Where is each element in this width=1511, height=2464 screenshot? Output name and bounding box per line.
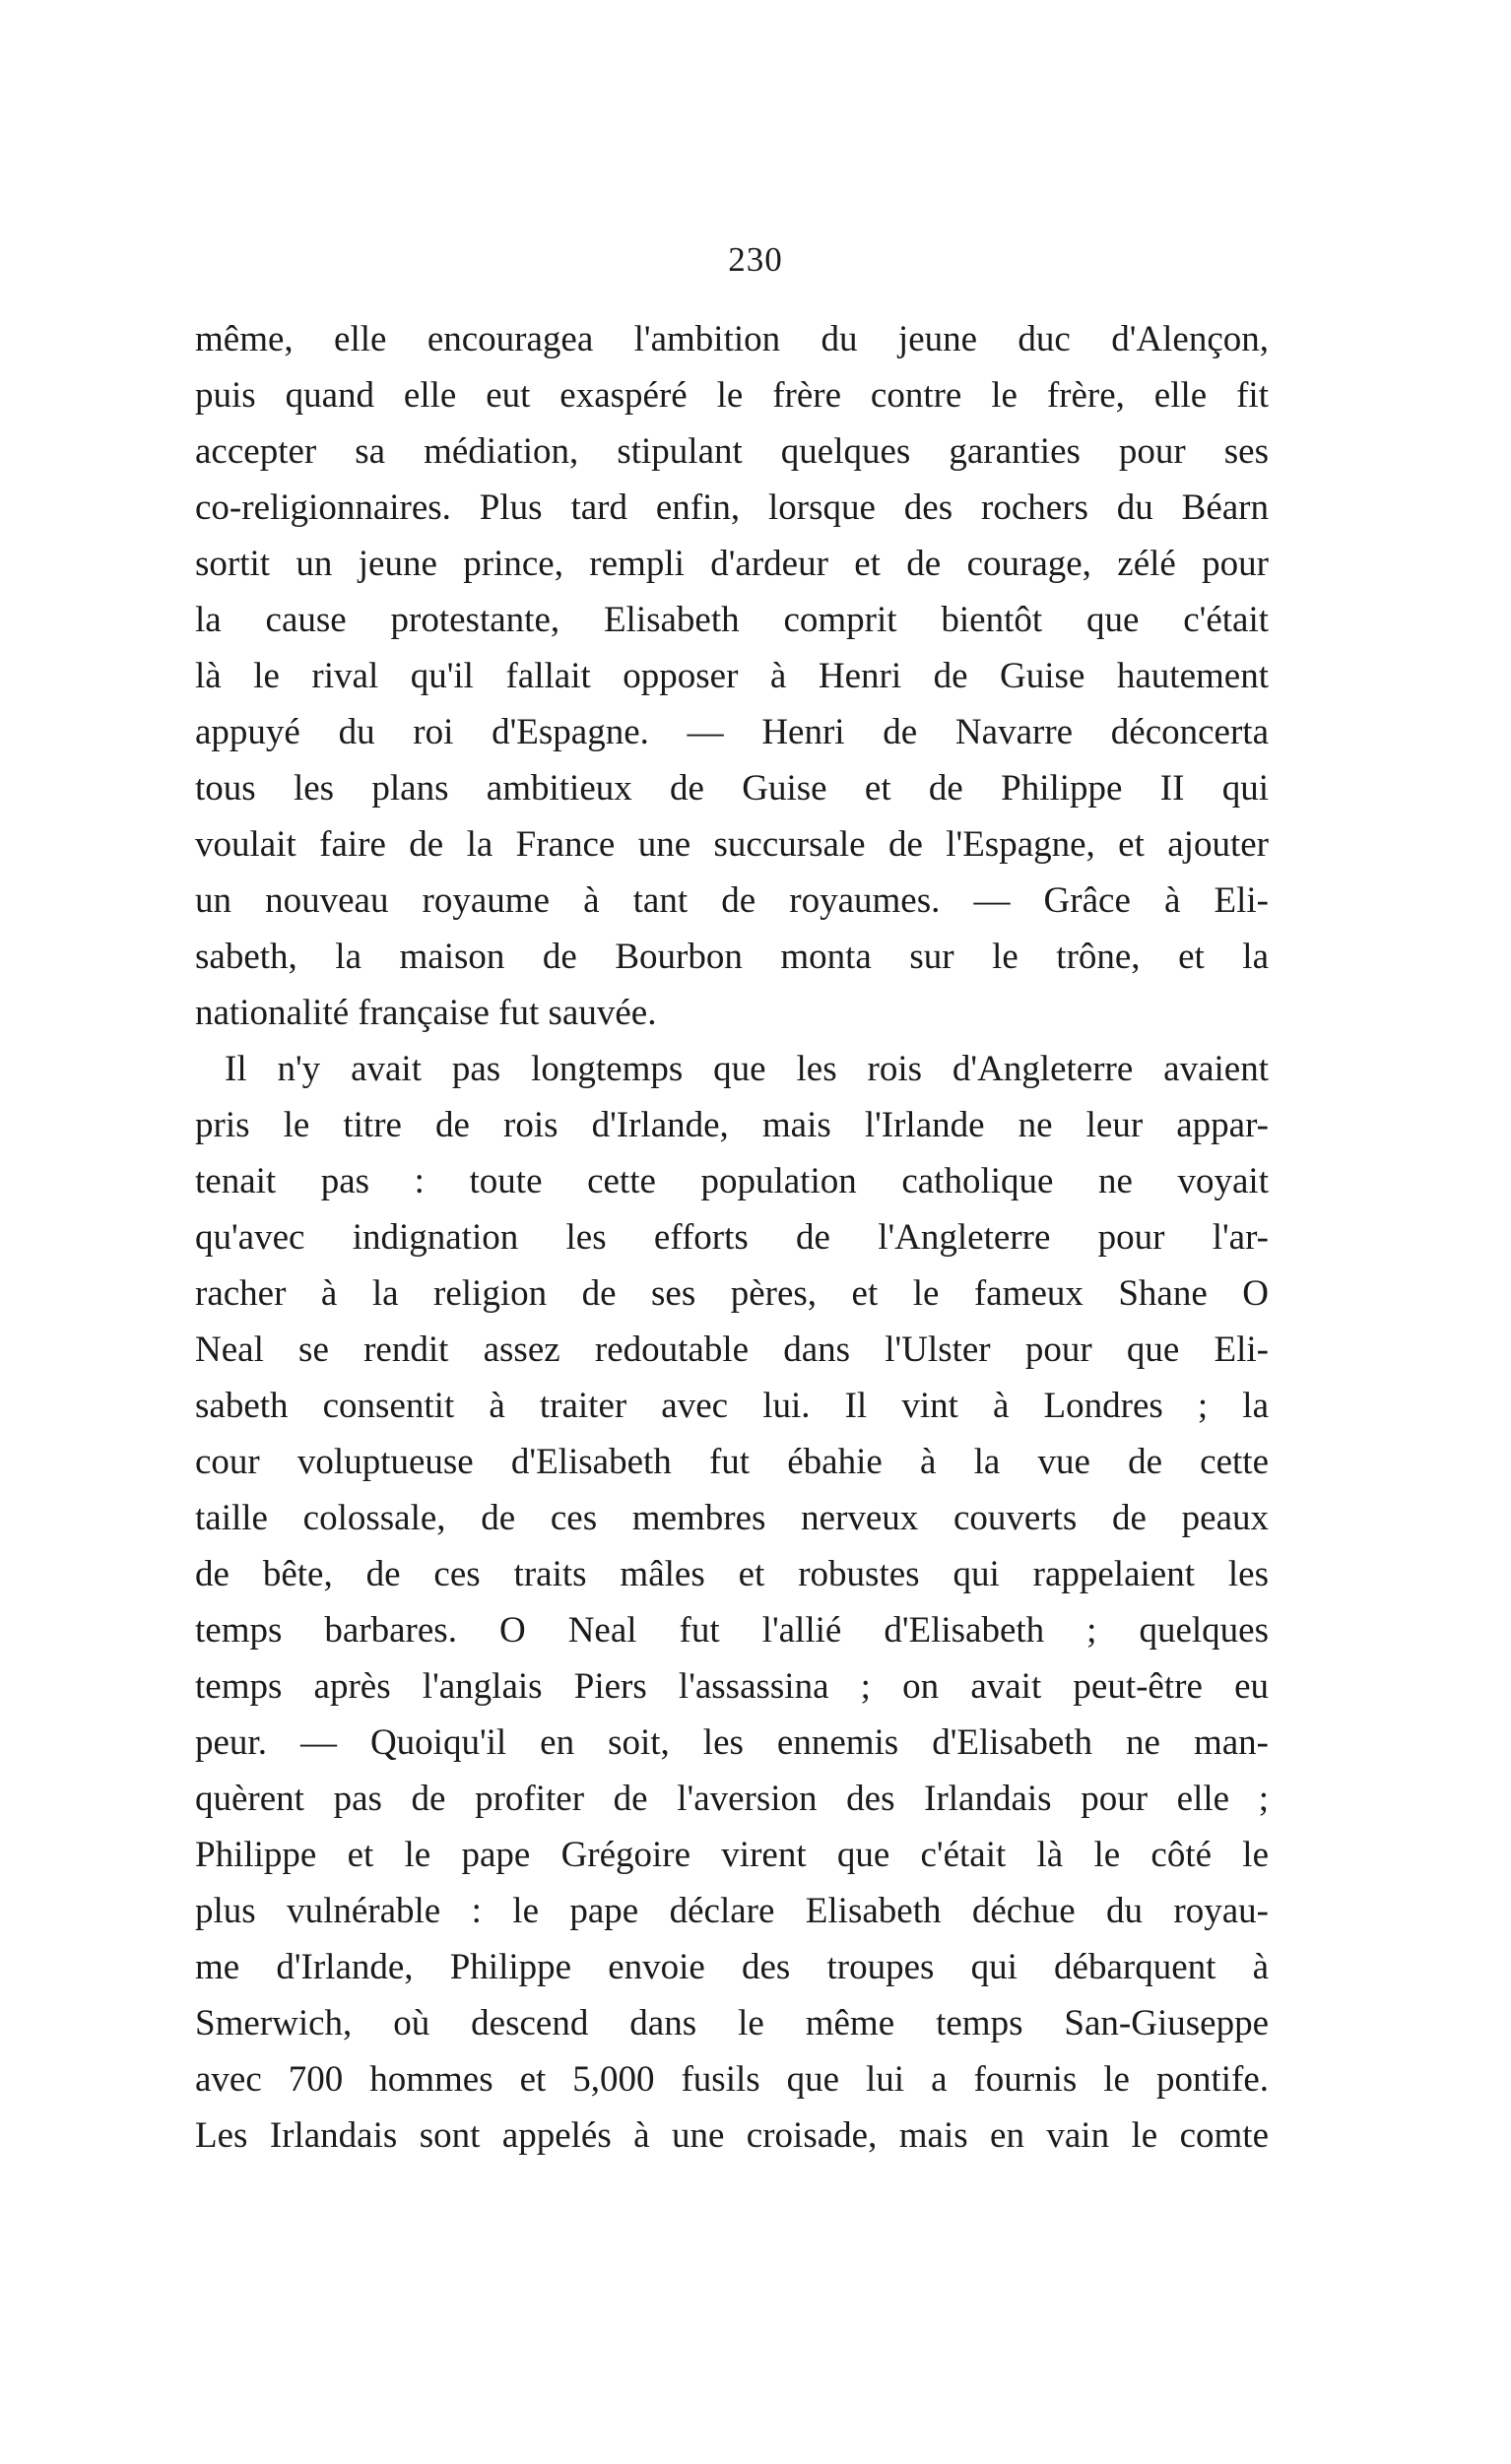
text-line: Smerwich, où descend dans le même temps San-Giuseppe [195,2003,1269,2043]
text-line: tenait pas : toute cette population catholique ne voyait [195,1161,1269,1201]
text-line: me d'Irlande, Philippe envoie des troupes qui débarquent à [195,1947,1269,1987]
text-line: Neal se rendit assez redoutable dans l'Ulster pour que Eli- [195,1329,1269,1370]
text-line: plus vulnérable : le pape déclare Elisabeth déchue du royau- [195,1891,1269,1931]
text-line: pris le titre de rois d'Irlande, mais l'Irlande ne leur appar- [195,1105,1269,1145]
text-line: Il n'y avait pas longtemps que les rois d'Angleterre avaient [225,1049,1269,1089]
text-line: cour voluptueuse d'Elisabeth fut ébahie à la vue de cette [195,1442,1269,1482]
text-line: de bête, de ces traits mâles et robustes qui rappelaient les [195,1554,1269,1594]
text-line: tous les plans ambitieux de Guise et de Philippe II qui [195,768,1269,809]
text-line: un nouveau royaume à tant de royaumes. — Grâce à Eli- [195,880,1269,921]
text-line: temps barbares. O Neal fut l'allié d'Elisabeth ; quelques [195,1610,1269,1651]
text-line: accepter sa médiation, stipulant quelques garanties pour ses [195,431,1269,472]
text-line: nationalité française fut sauvée. [195,993,657,1033]
text-line: Philippe et le pape Grégoire virent que c'était là le côté le [195,1835,1269,1875]
text-line: sabeth, la maison de Bourbon monta sur le trône, et la [195,937,1269,977]
text-line: voulait faire de la France une succursale de l'Espagne, et ajouter [195,824,1269,865]
text-line: avec 700 hommes et 5,000 fusils que lui a fournis le pontife. [195,2059,1269,2100]
text-line: temps après l'anglais Piers l'assassina ; on avait peut-être eu [195,1666,1269,1707]
text-line: taille colossale, de ces membres nerveux couverts de peaux [195,1498,1269,1538]
text-line: appuyé du roi d'Espagne. — Henri de Navarre déconcerta [195,712,1269,752]
text-line: même, elle encouragea l'ambition du jeune duc d'Alençon, [195,319,1269,359]
text-line: peur. — Quoiqu'il en soit, les ennemis d'Elisabeth ne man- [195,1722,1269,1763]
paragraph-2 [195,1041,1269,2164]
text-line: co-religionnaires. Plus tard enfin, lorsque des rochers du Béarn [195,487,1269,528]
text-line: Les Irlandais sont appelés à une croisade, mais en vain le comte [195,2115,1269,2156]
body-text [195,311,1269,2164]
text-line: là le rival qu'il fallait opposer à Henri de Guise hautement [195,656,1269,696]
text-line: sortit un jeune prince, rempli d'ardeur et de courage, zélé pour [195,544,1269,584]
text-line: sabeth consentit à traiter avec lui. Il vint à Londres ; la [195,1386,1269,1426]
text-line: la cause protestante, Elisabeth comprit bientôt que c'était [195,600,1269,640]
paragraph-1 [195,311,1269,1041]
text-line: qu'avec indignation les efforts de l'Angleterre pour l'ar- [195,1217,1269,1258]
text-line: quèrent pas de profiter de l'aversion des Irlandais pour elle ; [195,1779,1269,1819]
page-number: 230 [728,240,783,279]
text-line: racher à la religion de ses pères, et le fameux Shane O [195,1273,1269,1314]
text-line: puis quand elle eut exaspéré le frère contre le frère, elle fit [195,375,1269,416]
